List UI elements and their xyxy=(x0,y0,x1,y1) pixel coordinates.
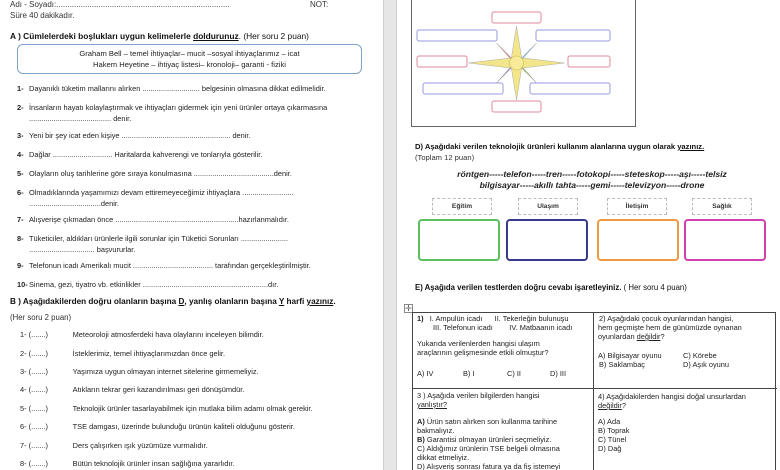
item-text: Yaşımıza uygun olmayan internet sitelerine girmemeliyiz. xyxy=(72,367,259,376)
item-text: Bütün teknolojik ürünler insan sağlığına yararlıdır. xyxy=(72,459,235,468)
item-number: 5- xyxy=(20,404,27,413)
q2-option-c[interactable]: C) Körebe xyxy=(683,351,717,360)
section-b-title-underlined: yazınız xyxy=(306,297,334,306)
item-text: Ders çalışırken ışık yüzümüze vurmalıdır. xyxy=(72,441,208,450)
section-b-title-mid2: harfi xyxy=(284,297,307,306)
q1-statement-1: I. Ampulün icadı xyxy=(429,314,483,323)
section-d-title xyxy=(415,142,704,151)
q4-stem-line-2 xyxy=(598,401,626,410)
question-text: Olmadıklarında yaşamımızı devam ettiremeyeceğimiz ihtiyaçlara ......................... xyxy=(29,188,294,197)
question-text: Dayanıklı tüketim mallarını alırken ............................ belgesinin olmasına dikkat edilmelidir. xyxy=(29,84,326,93)
question-number: 2- xyxy=(17,103,24,112)
category-label-education: Eğitim xyxy=(432,198,492,215)
q2-option-d[interactable]: D) Aşık oyunu xyxy=(683,360,730,369)
q1-option-c[interactable]: C) II xyxy=(507,369,521,378)
q4-stem-line-1: 4) Aşağıdakilerden hangisi doğal unsurlardan xyxy=(598,392,746,401)
fill-blank-question xyxy=(17,279,278,290)
page-gutter xyxy=(383,0,397,470)
question-number: 9- xyxy=(17,261,24,270)
west-box xyxy=(417,56,467,67)
question-text: Sinema, gezi, tiyatro vb. etkinlikler .............................................................dır. xyxy=(29,280,279,289)
item-text: TSE damgası, üzerinde bulunduğu ürünün kaliteli olduğunu gösterir. xyxy=(72,422,295,431)
fill-blank-question xyxy=(17,233,288,255)
word-bank xyxy=(17,44,362,74)
fill-blank-question xyxy=(17,187,294,209)
q4-option-c[interactable]: C) Tünel xyxy=(598,435,627,444)
q2-stem-prefix: oyunlardan xyxy=(598,332,637,341)
question-text: Telefonun icadı Amerikalı mucit ....................................... tarafından gerçekleştirilmiştir. xyxy=(29,261,311,270)
answer-blank: (.......) xyxy=(28,404,48,413)
q4-option-a[interactable]: A) Ada xyxy=(598,417,621,426)
answer-blank: (.......) xyxy=(28,367,48,376)
section-b-title xyxy=(10,297,336,306)
answer-blank: (.......) xyxy=(28,349,48,358)
true-false-item xyxy=(20,441,208,450)
true-false-item xyxy=(20,422,295,431)
section-e-title-bold: E) Aşağıda verilen testlerden doğru cevabı işaretleyiniz. xyxy=(415,283,622,292)
q4-option-d[interactable]: D) Dağ xyxy=(598,444,622,453)
section-a-title-prefix: A ) Cümlelerdeki boşlukları uygun kelimelerle xyxy=(10,31,194,41)
item-number: 6- xyxy=(20,422,27,431)
category-label-transport: Ulaşım xyxy=(518,198,578,215)
true-false-item xyxy=(20,404,313,413)
item-number: 7- xyxy=(20,441,27,450)
answer-blank: (.......) xyxy=(28,385,48,394)
fill-blank-question xyxy=(17,260,311,271)
q1-option-d[interactable]: D) III xyxy=(550,369,567,378)
q3-option-b-letter: B) xyxy=(417,435,425,444)
left-page xyxy=(0,0,383,470)
question-text-continued: ........................................ denir. xyxy=(29,114,132,123)
question-text: Dağlar ............................. Haritalarda kahverengi ve tonlarıyla gösterilir. xyxy=(29,150,263,159)
item-number: 8- xyxy=(20,459,27,468)
question-text: Alışverişe çıkmadan önce ............................................................hazırlanmalıdır. xyxy=(29,215,289,224)
section-a-title-underlined: doldurunuz xyxy=(193,31,239,41)
question-number: 3- xyxy=(17,131,24,140)
q2-stem-line-1: 2) Aşağıdaki çocuk oyunlarından hangisi, xyxy=(599,314,734,323)
q4-stem-suffix: ? xyxy=(621,401,626,410)
section-b-y-letter: Y xyxy=(278,297,285,306)
section-b-title-prefix: B ) Aşağıdakilerden doğru olanların başına xyxy=(10,297,179,306)
table-divider-horizontal xyxy=(413,388,777,389)
north-box xyxy=(492,12,541,23)
q1-option-a[interactable]: A) IV xyxy=(417,369,434,378)
q3-option-c[interactable]: C) Aldığımız ürünlerin TSE belgeli olmasına xyxy=(417,444,560,453)
q1-statement-2: II. Tekerleğin bulunuşu xyxy=(494,314,569,323)
true-false-item xyxy=(20,385,244,394)
true-false-item xyxy=(20,367,259,376)
question-text-continued: ...................................denir. xyxy=(29,199,119,208)
item-text: Meteoroloji atmosferdeki hava olaylarını inceleyen bilimdir. xyxy=(72,330,264,339)
q2-stem-suffix: ? xyxy=(660,332,665,341)
q3-option-a-continued: bakmalıyız. xyxy=(417,426,455,435)
northwest-box xyxy=(417,30,497,41)
question-number: 10- xyxy=(17,280,28,289)
table-divider-vertical xyxy=(593,313,594,470)
q3-option-b[interactable] xyxy=(417,435,551,444)
question-text: Yeni bir şey icat eden kişiye ..................................................... denir. xyxy=(29,131,251,140)
item-text: Teknolojik ürünler tasarlayabilmek için mutlaka bilim adamı olmak gerekir. xyxy=(72,404,313,413)
true-false-item xyxy=(20,349,225,358)
answer-blank: (.......) xyxy=(28,330,48,339)
q1-option-b[interactable]: B) I xyxy=(463,369,475,378)
item-number: 3- xyxy=(20,367,27,376)
word-bank-line-1: Graham Bell – temel ihtiyaçlar– mucit –sosyal ihtiyaçlarımız – icat xyxy=(79,49,300,58)
true-false-item xyxy=(20,330,264,339)
q1-statement-4: IV. Matbaanın icadı xyxy=(509,323,573,332)
southwest-box xyxy=(423,83,503,94)
question-number: 8- xyxy=(17,234,24,243)
q2-stem-line-2: hem geçmişte hem de günümüzde oynanan xyxy=(598,323,742,332)
test-questions-table xyxy=(412,312,776,470)
compass-rose-diagram xyxy=(412,0,637,127)
q1-number: 1) xyxy=(417,314,424,323)
item-number: 4- xyxy=(20,385,27,394)
student-name-field: Adı - Soyadı:.............................................................................. xyxy=(10,0,230,9)
section-a-title xyxy=(10,31,309,41)
time-note: Süre 40 dakikadır. xyxy=(10,11,75,20)
q1-stem-line-2: araçlarının gelişmesinde etkili olmuştur? xyxy=(417,348,549,357)
tech-words-line-1: röntgen-----telefon-----tren-----fotokopi-----steteskop-----aşı-----telsiz xyxy=(457,169,727,179)
table-move-handle-icon[interactable]: ✛ xyxy=(405,304,412,313)
q2-option-b[interactable]: B) Saklambaç xyxy=(599,360,646,369)
grade-label: NOT: xyxy=(310,0,329,9)
q3-option-a[interactable] xyxy=(417,417,557,426)
category-answer-box-health[interactable] xyxy=(684,219,766,261)
true-false-item xyxy=(20,459,235,468)
category-label-communication: İletişim xyxy=(607,198,667,215)
q2-option-a[interactable]: A) Bilgisayar oyunu xyxy=(598,351,662,360)
category-label-health: Sağlık xyxy=(692,198,752,215)
section-e-title-suffix: ( Her soru 4 puan) xyxy=(621,283,687,292)
question-number: 7- xyxy=(17,215,24,224)
q1-statement-3: III. Telefonun icadı xyxy=(433,323,493,332)
q3-option-a-letter: A) xyxy=(417,417,425,426)
fill-blank-question xyxy=(17,149,262,160)
item-number: 2- xyxy=(20,349,27,358)
q1-statements-row-1 xyxy=(417,314,569,323)
question-number: 4- xyxy=(17,150,24,159)
question-text: Olayların oluş tarihlerine göre sıraya konulmasına .......................................denir. xyxy=(29,169,292,178)
q4-stem-underlined: değildir xyxy=(598,401,622,410)
fill-blank-question xyxy=(17,214,289,225)
compass-diagram-frame xyxy=(411,0,636,127)
q4-option-b[interactable]: B) Toprak xyxy=(598,426,630,435)
section-e-title xyxy=(415,283,687,292)
section-d-subtitle: (Toplam 12 puan) xyxy=(415,153,475,162)
question-text: Tüketiciler, aldıkları ürünlerle ilgili sorunlar için Tüketici Sorunları ....................... xyxy=(29,234,289,243)
word-bank-line-2: Hakem Heyetine – ihtiyaç listesi– kronoloji– garanti - fiziki xyxy=(93,60,286,69)
east-box xyxy=(568,56,610,67)
answer-blank: (.......) xyxy=(28,422,48,431)
northeast-box xyxy=(536,30,610,41)
q3-stem-line-1: 3 ) Aşağıda verilen bilgilerden hangisi xyxy=(417,391,540,400)
item-number: 1- xyxy=(20,330,27,339)
section-b-title-mid: , yanlış olanların başına xyxy=(184,297,279,306)
answer-blank: (.......) xyxy=(28,459,48,468)
question-number: 5- xyxy=(17,169,24,178)
fill-blank-question xyxy=(17,83,326,94)
right-page xyxy=(397,0,780,470)
section-b-subtitle: (Her soru 2 puan) xyxy=(10,313,72,322)
section-a-title-suffix: . (Her soru 2 puan) xyxy=(238,31,309,41)
question-text-continued: ................................ başvururlar. xyxy=(29,245,136,254)
southeast-box xyxy=(530,83,610,94)
fill-blank-question xyxy=(17,168,292,179)
q1-statements-row-2 xyxy=(433,323,572,332)
item-text: İsteklerimiz, temel ihtiyaçlarımızdan önce gelir. xyxy=(72,349,226,358)
section-d-title-prefix: D) Aşağıdaki verilen teknolojik ürünleri kullanım alanlarına uygun olarak xyxy=(415,142,678,151)
item-text: Atıkların tekrar geri kazandırılması geri dönüşümdür. xyxy=(72,385,245,394)
tech-words-line-2: bilgisayar-----akıllı tahta-----gemi-----televizyon-----drone xyxy=(479,180,705,190)
fill-blank-question xyxy=(17,102,327,124)
fill-blank-question xyxy=(17,130,251,141)
section-b-d-letter: D xyxy=(178,297,185,306)
south-box xyxy=(492,101,541,112)
q3-option-a-text: Ürün satın alırken son kullanma tarihine xyxy=(424,417,558,426)
category-answer-box-education[interactable] xyxy=(418,219,500,261)
section-d-title-underlined: yazınız. xyxy=(677,142,705,151)
question-text: İnsanların hayatı kolaylaştırmak ve ihtiyaçları gidermek için yeni ürünler ortaya çıkarmasına xyxy=(29,103,328,112)
category-answer-box-communication[interactable] xyxy=(597,219,679,261)
q3-option-c-continued: dikkat etmeliyiz. xyxy=(417,453,470,462)
section-b-title-suffix: . xyxy=(333,297,336,306)
q3-option-b-text: Garantisi olmayan ürünleri seçmeliyiz. xyxy=(424,435,552,444)
question-number: 1- xyxy=(17,84,24,93)
q3-stem-line-2: yanlıştır? xyxy=(417,400,447,409)
category-answer-box-transport[interactable] xyxy=(506,219,588,261)
q1-stem-line-1: Yukarıda verilenlerden hangisi ulaşım xyxy=(417,339,540,348)
q2-stem-line-3 xyxy=(598,332,665,341)
answer-blank: (.......) xyxy=(28,441,48,450)
q3-option-d[interactable]: D) Alışveriş sonrası fatura ya da fiş istemeyi xyxy=(417,462,561,470)
question-number: 6- xyxy=(17,188,24,197)
q2-stem-underlined: değildir xyxy=(636,332,661,341)
